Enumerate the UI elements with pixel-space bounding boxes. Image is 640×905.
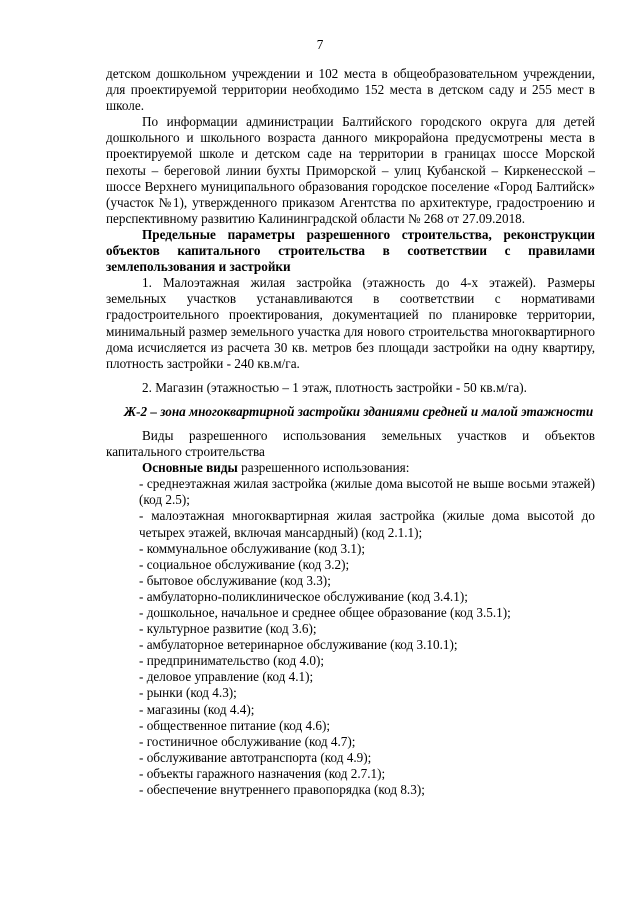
- list-item: - среднеэтажная жилая застройка (жилые дома высотой не выше восьми этажей) (код 2.5);: [139, 476, 595, 508]
- uses-list: [106, 476, 595, 798]
- list-item: - малоэтажная многоквартирная жилая застройка (жилые дома высотой до четырех этажей, включая мансардный) (код 2.1.1);: [139, 508, 595, 540]
- document-body: [106, 66, 595, 798]
- main-uses-heading: [106, 460, 595, 476]
- list-item: - обслуживание автотранспорта (код 4.9);: [139, 749, 372, 765]
- main-uses-rest: разрешенного использования:: [237, 460, 410, 476]
- list-item: - объекты гаражного назначения (код 2.7.1);: [139, 765, 386, 781]
- page-number: 7: [316, 37, 324, 52]
- list-item: - обеспечение внутреннего правопорядка (код 8.3);: [139, 782, 425, 798]
- list-item: - амбулаторное ветеринарное обслуживание (код 3.10.1);: [139, 637, 458, 653]
- paragraph: детском дошкольном учреждении и 102 места в общеобразовательном учреждении, для проектируемой территории необходимо 152 места в детском саду и 255 мест в школе.: [106, 66, 595, 114]
- list-item: - социальное обслуживание (код 3.2);: [139, 556, 350, 572]
- list-item: - амбулаторно-поликлиническое обслуживание (код 3.4.1);: [139, 588, 468, 604]
- list-item: - культурное развитие (код 3.6);: [139, 621, 317, 637]
- paragraph: 1. Малоэтажная жилая застройка (этажность до 4-х этажей). Размеры земельных участков устанавливаются в соответствии с нормативами градостроительного проектирования, документацией по планировке территории, минимальный размер земельного участка для нового строительства многоквартирного дома исчисляется из расчета 30 кв. метров без площади застройки на одну квартиру, плотность застройки - 240 кв.м/га.: [106, 275, 595, 371]
- zone-heading: Ж-2 – зона многоквартирной застройки зданиями средней и малой этажности: [124, 403, 594, 419]
- list-item: - коммунальное обслуживание (код 3.1);: [139, 540, 366, 556]
- list-item: - рынки (код 4.3);: [139, 685, 237, 701]
- list-item: - предпринимательство (код 4.0);: [139, 653, 325, 669]
- list-item: - деловое управление (код 4.1);: [139, 669, 314, 685]
- section-heading: Предельные параметры разрешенного строительства, реконструкции объектов капитального строительства в соответствии с правилами землепользования и застройки: [106, 226, 595, 275]
- list-item: - бытовое обслуживание (код 3.3);: [139, 572, 331, 588]
- list-item: - гостиничное обслуживание (код 4.7);: [139, 733, 356, 749]
- list-item: - дошкольное, начальное и среднее общее образование (код 3.5.1);: [139, 605, 511, 620]
- list-item: - магазины (код 4.4);: [139, 701, 255, 717]
- paragraph: Виды разрешенного использования земельных участков и объектов капитального строительства: [106, 427, 595, 460]
- paragraph: По информации администрации Балтийского городского округа для детей дошкольного и школьного возраста данного микрорайона предусмотрены места в проектируемой школе и детском саде на территории в границах шоссе Морской пехоты – береговой линии бухты Приморской – улиц Кубанской – Киркенесской – шоссе Верхнего муниципального образования городское поселение «Город Балтийск» (участок №1), утвержденного приказом Агентства по архитектуре, градостроению и перспективному развитию Калининградской области № 268 от 27.09.2018.: [106, 114, 595, 226]
- list-item: - общественное питание (код 4.6);: [139, 717, 331, 733]
- main-uses-bold: Основные виды: [142, 460, 238, 476]
- paragraph: 2. Магазин (этажностью – 1 этаж, плотность застройки - 50 кв.м/га).: [142, 379, 527, 395]
